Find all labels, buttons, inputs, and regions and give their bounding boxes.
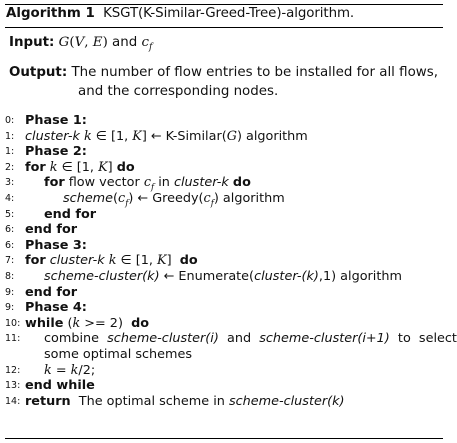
algorithm-line (0, 378, 448, 394)
algorithm-line (0, 160, 448, 176)
line-number: 6: (5, 224, 15, 236)
algorithm-line (0, 175, 448, 191)
line-text: return The optimal scheme in scheme-cluster(k) (25, 393, 345, 409)
algorithm-line (0, 394, 448, 410)
input-spec (9, 33, 152, 58)
line-text: end for (25, 284, 78, 300)
phase-heading: Phase 1: (25, 113, 87, 128)
line-text: k = k/2; (44, 362, 96, 378)
line-number: 12: (5, 364, 21, 376)
algorithm-line (0, 316, 448, 332)
algorithm-line (0, 253, 448, 269)
algorithm-line-continuation (0, 347, 448, 363)
line-number: 7: (5, 255, 15, 267)
line-number: 10: (5, 317, 21, 329)
input-label: Input: (9, 35, 55, 50)
line-text: for k ∈ [1, K] do (25, 159, 135, 175)
algorithm-label: Algorithm 1 (6, 6, 95, 21)
line-text: combine scheme-cluster(i) and scheme-cluster(i+1) to select (44, 331, 457, 347)
top-rule (5, 4, 443, 5)
line-number: 2: (5, 161, 15, 173)
line-number: 14: (5, 395, 21, 407)
line-text: for flow vector $c_f$ in cluster-k do (44, 175, 251, 193)
line-number: 3: (5, 177, 15, 189)
line-number: 1: (5, 130, 15, 142)
line-text: end for (25, 222, 78, 238)
line-text: end while (25, 378, 95, 394)
algorithm-line (0, 144, 448, 160)
bottom-rule (5, 438, 443, 439)
line-number: 8: (5, 270, 15, 282)
input-text: G(V, E) and $c_f$ (58, 35, 153, 53)
line-number: 4: (5, 192, 15, 204)
line-text: while (k >= 2) do (25, 315, 150, 331)
output-text-line2: and the corresponding nodes. (78, 84, 279, 99)
algorithm-line (0, 222, 448, 238)
algorithm-line (0, 238, 448, 254)
algorithm-line (0, 269, 448, 285)
output-spec (9, 63, 439, 101)
phase-heading: Phase 2: (25, 144, 87, 160)
algorithm-line (0, 113, 448, 129)
algorithm-line (0, 363, 448, 379)
algorithm-caption (6, 6, 354, 21)
line-number: 6: (5, 239, 15, 251)
caption-rule (5, 27, 443, 28)
line-text: cluster-k k ∈ [1, K] ← K-Similar(G) algorithm (25, 128, 308, 144)
line-number: 9: (5, 286, 15, 298)
algorithm-line (0, 207, 448, 223)
line-number: 5: (5, 208, 15, 220)
line-text: for cluster-k k ∈ [1, K] do (25, 253, 198, 269)
algorithm-line (0, 285, 448, 301)
line-number: 1: (5, 146, 15, 158)
line-number: 0: (5, 115, 15, 126)
algorithm-line (0, 129, 448, 145)
line-text: end for (44, 206, 97, 222)
line-number: 11: (5, 333, 21, 345)
line-text: $scheme(c_f)$ ← $Greedy(c_f)$ algorithm (63, 190, 285, 209)
algorithm-line (0, 331, 457, 347)
phase-heading: Phase 3: (25, 237, 87, 253)
line-number: 13: (5, 380, 21, 392)
phase-heading: Phase 4: (25, 300, 87, 316)
line-text: some optimal schemes (44, 346, 193, 362)
line-number: 9: (5, 302, 15, 314)
algorithm-line (0, 191, 448, 207)
output-text-line1: The number of flow entries to be installed for all flows, (71, 65, 438, 80)
algorithm-title: KSGT(K-Similar-Greed-Tree)-algorithm. (103, 6, 355, 21)
algorithm-body (0, 113, 457, 409)
line-text: scheme-cluster(k) ← Enumerate(cluster-(k),1) algorithm (44, 268, 402, 284)
output-label: Output: (9, 65, 68, 80)
algorithm-line (0, 300, 448, 316)
